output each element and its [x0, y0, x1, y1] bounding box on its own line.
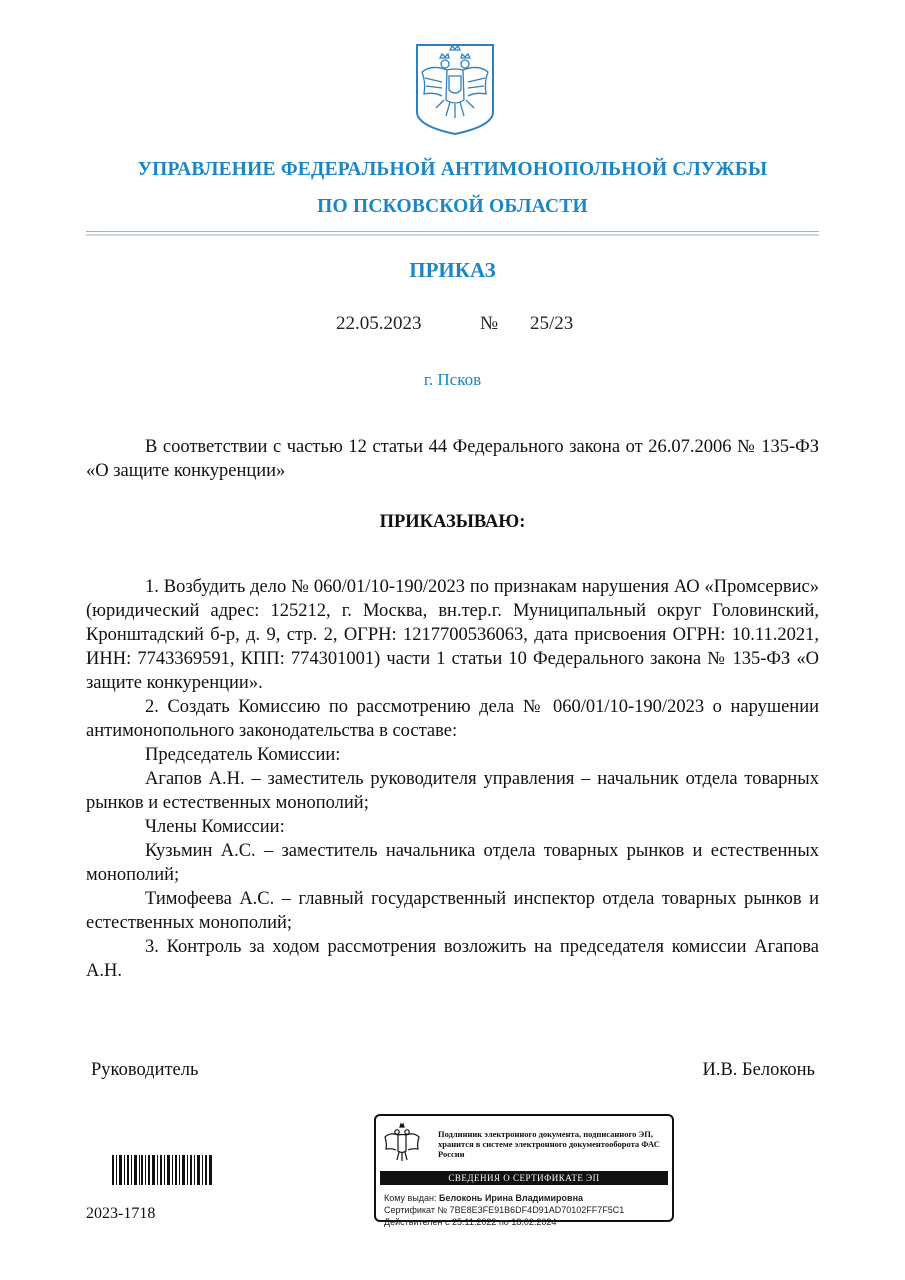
order-number: 25/23 — [530, 313, 574, 334]
stamp-certificate-value: 7BE8E3FE91B6DF4D91AD70102FF7F5C1 — [449, 1205, 625, 1215]
stamp-note: Подлинник электронного документа, подписанного ЭП, хранится в системе электронного документооборота ФАС России — [438, 1129, 660, 1159]
stamp-certificate-header: СВЕДЕНИЯ О СЕРТИФИКАТЕ ЭП — [380, 1171, 668, 1185]
stamp-valid-to-label: по — [498, 1217, 509, 1227]
stamp-valid-from: 25.11.2022 — [452, 1217, 497, 1227]
signatory-role: Руководитель — [91, 1060, 199, 1080]
order-heading: ПРИКАЗЫВАЮ: — [379, 512, 526, 532]
coat-of-arms-emblem — [414, 42, 496, 136]
header-divider — [86, 231, 819, 232]
signatory-name: И.В. Белоконь — [702, 1060, 815, 1080]
commission-members-label: Члены Комиссии: — [145, 817, 285, 837]
stamp-issued-to — [384, 1193, 583, 1203]
commission-member-1: Кузьмин А.С. – заместитель начальника отдела товарных рынков и естественных монополий; — [86, 841, 819, 885]
order-number-sign: № — [480, 313, 499, 334]
stamp-issued-to-label: Кому выдан: — [384, 1193, 437, 1203]
registration-number: 2023-1718 — [86, 1205, 156, 1222]
preamble-text: В соответствии с частью 12 статьи 44 Федерального закона от 26.07.2006 № 135-ФЗ «О защите конкуренции» — [86, 437, 819, 481]
barcode — [112, 1155, 212, 1185]
order-item-1: 1. Возбудить дело № 060/01/10-190/2023 по признакам нарушения АО «Промсервис» (юридический адрес: 125212, г. Москва, вн.тер.г. Муниципальный округ Головинский, Кронштадский б-р, д. 9, стр. 2, ОГРН: 1217700536063, дата присвоения ОГРН: 10.11.2021, ИНН: 7743369591, КПП: 774301001) части 1 статьи 10 Федерального закона № 135-ФЗ «О защите конкуренции». — [86, 577, 819, 693]
stamp-validity — [384, 1217, 556, 1227]
agency-title-line2: ПО ПСКОВСКОЙ ОБЛАСТИ — [317, 196, 588, 217]
stamp-certificate-label: Сертификат № — [384, 1205, 448, 1215]
order-date: 22.05.2023 — [336, 313, 422, 334]
commission-chair: Агапов А.Н. – заместитель руководителя управления – начальник отдела товарных рынков и естественных монополий; — [86, 769, 819, 813]
commission-chair-label: Председатель Комиссии: — [145, 745, 341, 765]
preamble — [86, 435, 819, 483]
order-city: г. Псков — [423, 370, 482, 389]
e-signature-stamp — [374, 1114, 674, 1227]
commission-member-2: Тимофеева А.С. – главный государственный инспектор отдела товарных рынков и естественных монополий; — [86, 889, 819, 933]
stamp-valid-to: 18.02.2024 — [511, 1217, 557, 1227]
order-item-2: 2. Создать Комиссию по рассмотрению дела № 060/01/10-190/2023 о нарушении антимонопольного законодательства в составе: — [86, 697, 819, 741]
order-items — [86, 575, 819, 983]
stamp-issued-to-value: Белоконь Ирина Владимировна — [439, 1193, 584, 1203]
header-divider-shadow — [86, 234, 819, 236]
document-type: ПРИКАЗ — [409, 258, 496, 282]
agency-title-line1: УПРАВЛЕНИЕ ФЕДЕРАЛЬНОЙ АНТИМОНОПОЛЬНОЙ СЛУЖБЫ — [137, 159, 768, 180]
order-item-3: 3. Контроль за ходом рассмотрения возложить на председателя комиссии Агапова А.Н. — [86, 937, 819, 981]
stamp-certificate — [384, 1205, 624, 1215]
stamp-valid-label: Действителен с — [384, 1217, 450, 1227]
stamp-emblem-icon — [382, 1122, 422, 1164]
